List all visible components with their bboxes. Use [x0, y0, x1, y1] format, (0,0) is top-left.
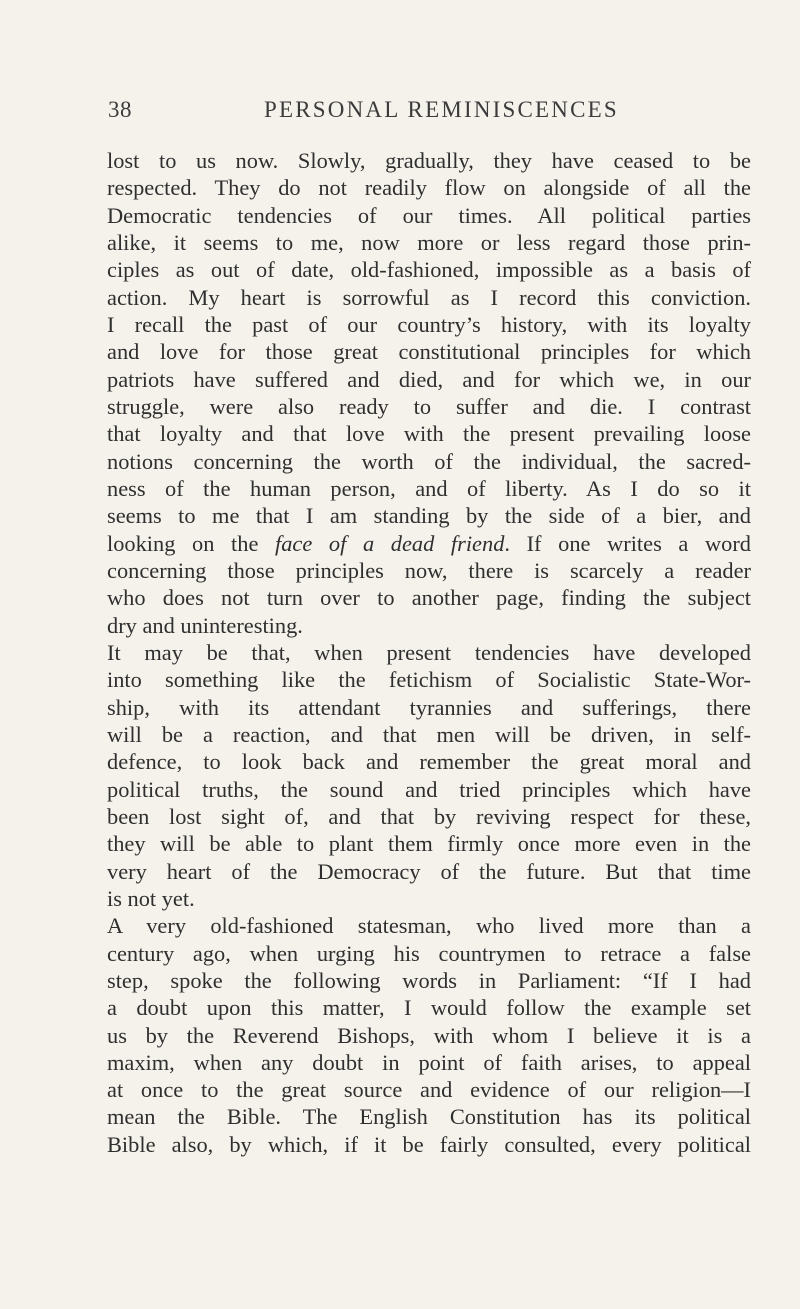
text-line: is not yet.	[107, 885, 195, 911]
italic-phrase: face of a dead friend	[275, 530, 505, 556]
text-line: A very old-fashioned statesman, who lived more than a	[107, 913, 751, 939]
text-line: Democratic tendencies of our times. All political parties	[107, 202, 751, 228]
body-text	[107, 147, 751, 1158]
text-line: respected. They do not readily flow on alongside of all the	[107, 175, 751, 201]
text-line: they will be able to plant them firmly once more even in the	[107, 831, 751, 857]
text-line: I recall the past of our country’s history, with its loyalty	[107, 311, 751, 337]
text-line: patriots have suffered and died, and for which we, in our	[107, 366, 751, 392]
text-line: who does not turn over to another page, finding the subject	[107, 585, 751, 611]
text-line: lost to us now. Slowly, gradually, they have ceased to be	[107, 148, 751, 173]
text-line: at once to the great source and evidence of our religion—I	[107, 1077, 751, 1103]
text-line: step, spoke the following words in Parliament: “If I had	[107, 967, 751, 993]
text-line: seems to me that I am standing by the side of a bier, and	[107, 503, 751, 529]
page-header	[108, 97, 744, 133]
text-line: mean the Bible. The English Constitution has its political	[107, 1104, 751, 1130]
text-line: looking on the face of a dead friend. If one writes a word	[107, 530, 751, 556]
text-line: into something like the fetichism of Socialistic State-Wor-	[107, 667, 751, 693]
text-line: maxim, when any doubt in point of faith arises, to appeal	[107, 1049, 751, 1075]
text-line: alike, it seems to me, now more or less regard those prin-	[107, 229, 751, 255]
text-line: struggle, were also ready to suffer and die. I contrast	[107, 393, 751, 419]
text-line: will be a reaction, and that men will be driven, in self-	[107, 721, 751, 747]
page-number: 38	[108, 97, 132, 122]
text-line: dry and uninteresting.	[107, 612, 303, 638]
text-line: notions concerning the worth of the individual, the sacred-	[107, 448, 751, 474]
text-line: century ago, when urging his countrymen to retrace a false	[107, 940, 751, 966]
text-line: and love for those great constitutional principles for which	[107, 339, 751, 365]
text-line: ship, with its attendant tyrannies and sufferings, there	[107, 694, 751, 720]
text-line: ciples as out of date, old-fashioned, impossible as a basis of	[107, 257, 751, 283]
text-line: us by the Reverend Bishops, with whom I believe it is a	[107, 1022, 751, 1048]
text-line: been lost sight of, and that by reviving respect for these,	[107, 803, 751, 829]
text-line: very heart of the Democracy of the future. But that time	[107, 858, 751, 884]
text-line: concerning those principles now, there is scarcely a reader	[107, 557, 751, 583]
text-line: Bible also, by which, if it be fairly consulted, every political	[107, 1131, 751, 1157]
text-line: ness of the human person, and of liberty. As I do so it	[107, 475, 751, 501]
text-line: a doubt upon this matter, I would follow the example set	[107, 995, 751, 1021]
text-line: political truths, the sound and tried principles which have	[107, 776, 751, 802]
text-line: defence, to look back and remember the great moral and	[107, 749, 751, 775]
running-head: PERSONAL REMINISCENCES	[264, 97, 619, 122]
text-line: It may be that, when present tendencies have developed	[107, 639, 751, 665]
text-line: that loyalty and that love with the present prevailing loose	[107, 421, 751, 447]
text-line: action. My heart is sorrowful as I record this conviction.	[107, 284, 751, 310]
